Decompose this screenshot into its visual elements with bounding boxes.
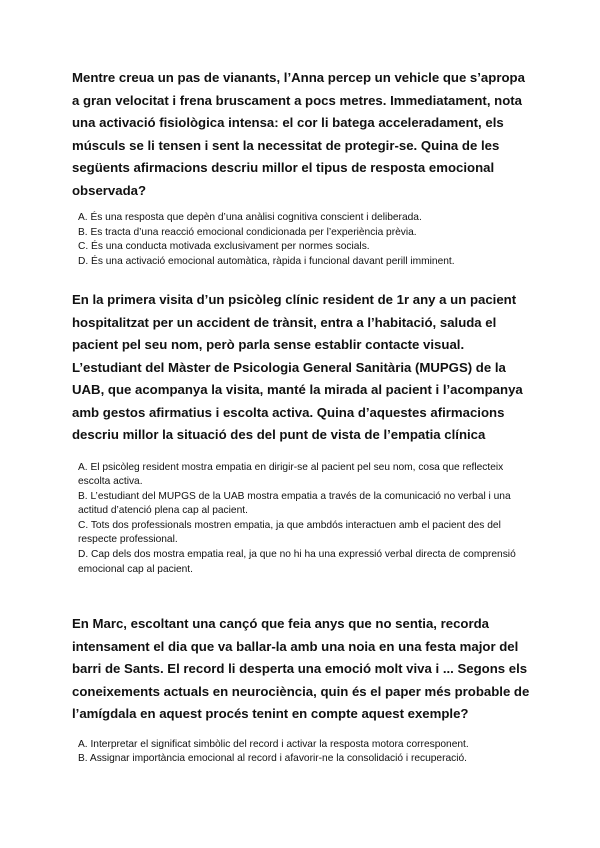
question-2 [72,289,534,577]
question-1 [72,67,534,269]
option-a: A. Interpretar el significat simbòlic del record i activar la resposta motora corresponent. [78,738,469,750]
option-c: C. Tots dos professionals mostren empatia, ja que ambdós interactuen amb el pacient des del respecte professional. [78,519,501,546]
question-1-options [72,211,534,269]
option-c: C. És una conducta motivada exclusivament per normes socials. [78,241,370,253]
question-1-text: Mentre creua un pas de vianants, l’Anna percep un vehicle que s’apropa a gran velocitat i frena bruscament a pocs metres. Immediatament, nota una activació fisiològica intensa: el cor li batega acceleradament, els músculs se li tensen i sent la necessitat de protegir-se. Quina de les següents afirmacions descriu millor el tipus de resposta emocional observada? [72,70,525,198]
question-3-text: En Marc, escoltant una cançó que feia anys que no sentia, recorda intensament el dia que va ballar-la amb una noia en una festa major del barri de Sants. El record li desperta una emoció molt viva i ... Segons els coneixements actuals en neurociència, quin és el paper més probable de l’amígdala en aquest procés tenint en compte aquest exemple? [72,616,530,721]
question-3-options [72,738,534,767]
option-d: D. Cap dels dos mostra empatia real, ja que no hi ha una expressió verbal directa de comprensió emocional cap al pacient. [78,549,516,575]
option-b: B. Assignar importància emocional al record i afavorir-ne la consolidació i recuperació. [78,753,468,765]
option-d: D. És una activació emocional automàtica, ràpida i funcional davant perill imminent. [78,255,455,267]
option-a: A. És una resposta que depèn d’una anàlisi cognitiva conscient i deliberada. [78,212,422,223]
option-b: B. Es tracta d’una reacció emocional condicionada per l’experiència prèvia. [78,226,417,238]
option-a: A. El psicòleg resident mostra empatia en dirigir-se al pacient pel seu nom, cosa que reflecteix escolta activa. [78,461,504,488]
option-b: B. L’estudiant del MUPGS de la UAB mostra empatia a través de la comunicació no verbal i una actitud d’atenció plena cap al pacient. [78,490,511,517]
question-2-options [72,461,534,578]
question-3 [72,613,534,767]
question-2-text: En la primera visita d’un psicòleg clínic resident de 1r any a un pacient hospitalitzat per un accident de trànsit, entra a l’habitació, saluda el pacient pel seu nom, però parla sense establir contacte visual. L’estudiant del Màster de Psicologia General Sanitària (MUPGS) de la UAB, que acompanya la visita, manté la mirada al pacient i l’acompanya amb gestos afirmatius i escolta activa. Quina d’aquestes afirmacions descriu millor la situació des del punt de vista de l’empatia clínica [72,292,523,442]
